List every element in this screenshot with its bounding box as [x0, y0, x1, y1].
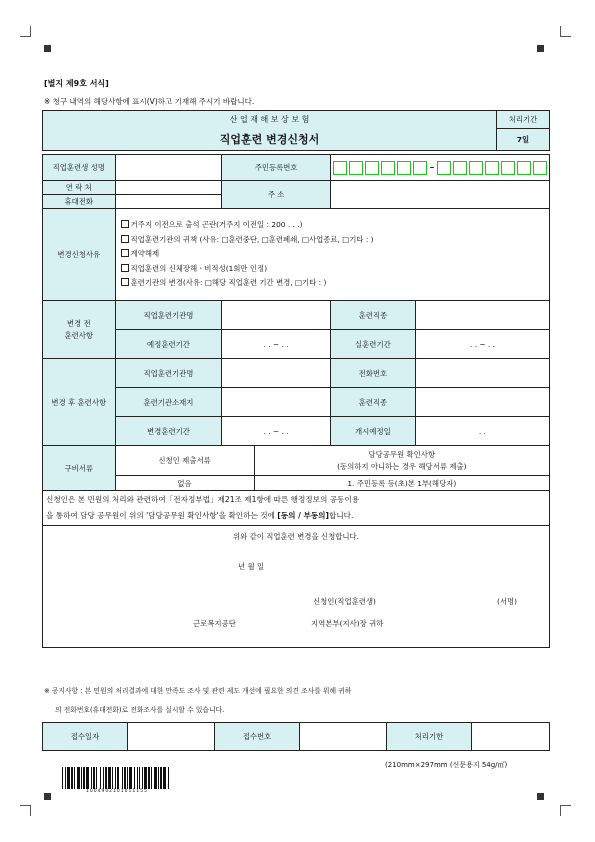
- recipient-office: 지역본부(지사)장 귀하: [311, 619, 384, 628]
- barcode-bar: [100, 767, 101, 789]
- official-check-value: 1. 주민등록 등(초)본 1부(해당자): [254, 476, 549, 491]
- signature-date[interactable]: 년 월 일: [238, 562, 265, 571]
- barcode-bar: [137, 767, 138, 789]
- barcode-bar: [160, 767, 162, 789]
- paper-size: (210mm×297mm (신문용지 54g/㎡): [385, 761, 508, 769]
- barcode-bar: [91, 767, 92, 789]
- after-org-label: 직업훈련기관명: [115, 359, 222, 388]
- documents-label: 구비서류: [43, 446, 116, 491]
- applicant-docs-value: 없음: [115, 476, 254, 491]
- rrn-label: 주민등록번호: [222, 155, 331, 181]
- checkbox[interactable]: [121, 249, 129, 257]
- official-check-note: (동의하지 아니하는 경우 해당서류 제출): [337, 461, 467, 471]
- checkbox[interactable]: [121, 264, 129, 272]
- main-form-table: [42, 154, 550, 648]
- registration-mark: [44, 45, 51, 52]
- change-reason-list: [115, 209, 549, 301]
- barcode-bar: [86, 767, 89, 789]
- barcode-bar: [115, 767, 116, 789]
- mobile-label: 휴대전화: [43, 195, 116, 209]
- form-number: [별지 제9호 서식]: [44, 79, 109, 88]
- official-check-label: 담당공무원 확인사항: [368, 449, 436, 459]
- registration-mark: [537, 45, 544, 52]
- checkbox[interactable]: [121, 278, 129, 286]
- barcode-bar: [158, 767, 159, 789]
- after-start-row: [330, 417, 549, 446]
- barcode-bar: [127, 767, 128, 789]
- category-label: 산 업 재 해 보 상 보 험: [43, 111, 497, 129]
- reason-relocation[interactable]: 거주지 이전으로 출석 곤란(거주지 이전일 : 200 . . .): [121, 218, 547, 233]
- rrn-digit-boxes[interactable]: [333, 161, 547, 175]
- crop-mark: [20, 805, 31, 816]
- after-training-label: 변경 후 훈련사항: [43, 359, 116, 446]
- application-statement: 위와 같이 직업훈련 변경을 신청합니다.: [233, 532, 359, 541]
- before-field-input[interactable]: [415, 301, 549, 329]
- checkbox[interactable]: [121, 235, 129, 243]
- actual-period-label: 실훈련기간: [331, 330, 416, 358]
- actual-period-row: [330, 330, 549, 359]
- barcode-bar: [62, 767, 63, 789]
- form-title: 직업훈련 변경신청서: [43, 129, 497, 151]
- deadline-label: 처리기한: [387, 723, 472, 751]
- barcode-bar: [117, 767, 119, 789]
- barcode-bar: [151, 767, 152, 789]
- reason-institution-fault[interactable]: 직업훈련기관의 귀책 (사유: □훈련중단, □훈련폐쇄, □사업종료, □기타 : ): [121, 233, 547, 248]
- reception-table: [42, 722, 550, 751]
- after-address-label: 훈련기관소재지: [115, 388, 222, 417]
- consent-choice[interactable]: [동의 / 부동의]: [277, 511, 329, 520]
- after-phone-label: 전화번호: [331, 359, 416, 387]
- barcode-bar: [105, 767, 107, 789]
- after-org-field[interactable]: [222, 359, 331, 388]
- barcode-bar: [108, 767, 111, 789]
- barcode-bar: [144, 767, 147, 789]
- processing-period-label: 처리기간: [497, 111, 550, 129]
- received-no-label: 접수번호: [215, 723, 300, 751]
- after-phone-row: [330, 359, 549, 388]
- consent-line-1: 신청인은 본 민원의 처리와 관련하여「전자정부법」제21조 제1항에 따른 행정정보의 공동이용: [46, 495, 360, 504]
- crop-mark: [560, 26, 571, 37]
- barcode-bar: [74, 767, 75, 789]
- applicant-signature-label: 신청인(직업훈련생): [313, 597, 376, 606]
- barcode: [62, 767, 172, 789]
- barcode-bar: [142, 767, 143, 789]
- signature-block: [43, 526, 550, 648]
- registration-mark: [537, 793, 544, 800]
- before-field-row: [330, 301, 549, 330]
- start-date-label: 개시예정일: [331, 417, 416, 445]
- notice-line-2: 의 전화번호(휴대전화)로 전화조사를 실시할 수 있습니다.: [55, 706, 225, 714]
- barcode-bar: [71, 767, 73, 789]
- change-reason-label: 변경신청사유: [43, 209, 116, 301]
- barcode-bar: [148, 767, 150, 789]
- barcode-bar: [129, 767, 132, 789]
- barcode-bar: [112, 767, 113, 789]
- agency-name: 근로복지공단: [193, 619, 236, 628]
- barcode-bar: [122, 767, 123, 789]
- reason-contract-cancel[interactable]: 계약해제: [121, 247, 547, 262]
- title-table: [42, 110, 550, 151]
- after-field-row: [330, 388, 549, 417]
- before-org-field[interactable]: [222, 301, 331, 330]
- rrn-field[interactable]: [330, 155, 549, 181]
- barcode-bar: [65, 767, 66, 789]
- applicant-docs-label: 신청인 제출서류: [115, 446, 254, 476]
- actual-period-field[interactable]: . . ~ . .: [469, 339, 495, 349]
- official-check-cell: [254, 446, 549, 476]
- barcode-bar: [139, 767, 140, 789]
- contact-field[interactable]: [115, 181, 222, 195]
- reason-disability[interactable]: 직업훈련의 신체장해ㆍ비적성(1회만 인정): [121, 262, 547, 277]
- applicant-name-field[interactable]: [115, 155, 222, 181]
- received-date-label: 접수일자: [43, 723, 128, 751]
- barcode-bar: [134, 767, 135, 789]
- applicant-name-label: 직업훈련생 성명: [43, 155, 116, 181]
- contact-label: 연 락 처: [43, 181, 116, 195]
- checkbox[interactable]: [121, 220, 129, 228]
- planned-period-label: 예정훈련기간: [115, 330, 222, 359]
- after-field-input[interactable]: [415, 388, 549, 416]
- barcode-bar: [83, 767, 85, 789]
- crop-mark: [20, 26, 31, 37]
- before-org-label: 직업훈련기관명: [115, 301, 222, 330]
- mobile-field[interactable]: [115, 195, 222, 209]
- after-period-field[interactable]: . . ~ . .: [222, 417, 331, 446]
- processing-period-value: 7일: [497, 129, 550, 151]
- address-label: 주 소: [222, 181, 331, 209]
- barcode-bar: [96, 767, 97, 789]
- after-period-label: 변경훈련기간: [115, 417, 222, 446]
- barcode-bar: [124, 767, 126, 789]
- barcode-bar: [168, 767, 169, 789]
- received-date-field[interactable]: [128, 723, 215, 751]
- consent-block: [43, 491, 550, 526]
- consent-line-2: 을 통하여 담당 공무원이 위의 '담당공무원 확인사항'을 확인하는 것에 [동의 / 부동의]합니다.: [46, 511, 354, 520]
- reason-institution-change[interactable]: 훈련기관의 변경(사유: □해당 직업훈련 기간 변경, □기타 : ): [121, 276, 547, 291]
- signature-seal[interactable]: (서명): [497, 597, 518, 606]
- start-date-field[interactable]: . .: [478, 426, 486, 436]
- address-field[interactable]: [330, 181, 549, 209]
- after-address-field[interactable]: [222, 388, 331, 417]
- deadline-field[interactable]: [472, 723, 550, 751]
- barcode-bar: [67, 767, 70, 789]
- received-no-field[interactable]: [300, 723, 387, 751]
- before-training-label: 변경 전 훈련사항: [43, 301, 116, 359]
- after-field-label: 훈련직종: [331, 388, 416, 416]
- barcode-bar: [81, 767, 82, 789]
- barcode-number: 1004902101011155: [86, 789, 148, 794]
- notice-line-1: ※ 공지사항 : 본 민원의 처리결과에 대한 만족도 조사 및 관련 제도 개선에 필요한 의견 조사를 위해 귀하: [44, 687, 352, 695]
- barcode-bar: [163, 767, 166, 789]
- instruction-text: ※ 청구 내역의 해당사항에 표시(V)하고 기재해 주시기 바랍니다.: [44, 97, 255, 106]
- planned-period-field[interactable]: . . ~ . .: [222, 330, 331, 359]
- before-field-label: 훈련직종: [331, 301, 416, 329]
- barcode-bar: [154, 767, 157, 789]
- barcode-bar: [77, 767, 80, 789]
- after-phone-field[interactable]: [415, 359, 549, 387]
- barcode-bar: [93, 767, 95, 789]
- crop-mark: [560, 805, 571, 816]
- barcode-bar: [103, 767, 104, 789]
- registration-mark: [44, 793, 51, 800]
